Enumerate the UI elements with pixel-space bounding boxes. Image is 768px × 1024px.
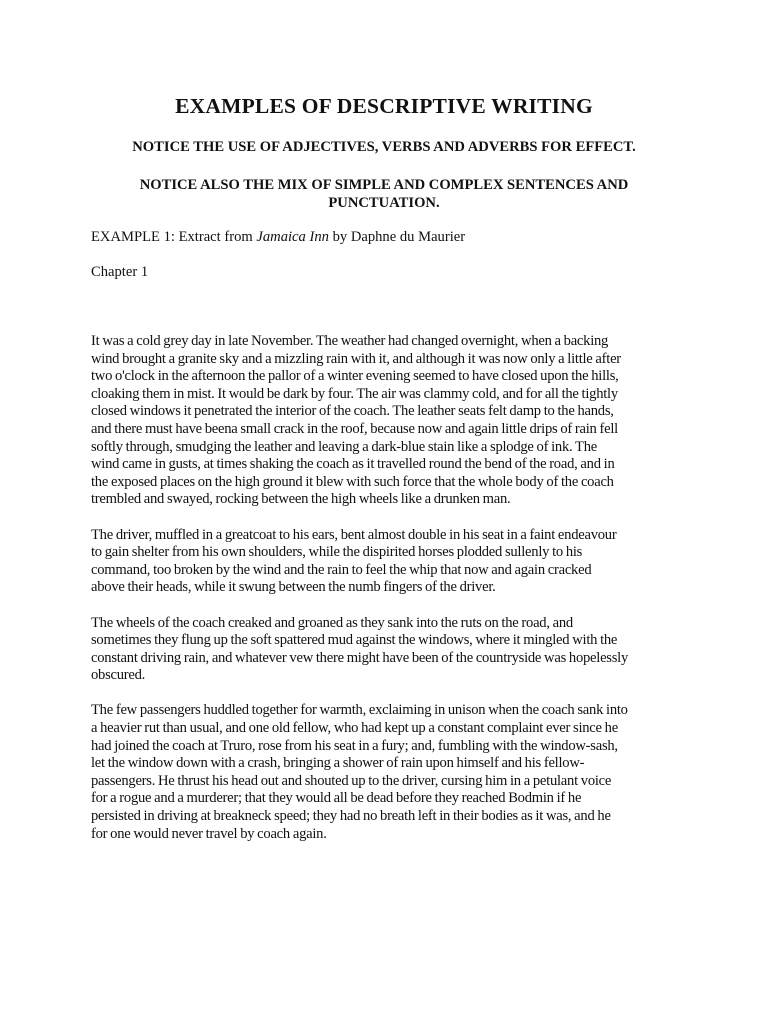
paragraph-line: the exposed places on the high ground it blew with such force that the whole body of the coach [91, 473, 614, 490]
paragraph-line: let the window down with a crash, bringing a shower of rain upon himself and his fellow- [91, 755, 585, 772]
notice-heading-2: NOTICE ALSO THE MIX OF SIMPLE AND COMPLEX SENTENCES AND PUNCTUATION. [139, 177, 629, 211]
paragraph-line: softly through, smudging the leather and leaving a dark-blue stain like a splodge of ink. The [91, 438, 597, 455]
paragraph-line: passengers. He thrust his head out and shouted up to the driver, cursing him in a petulant voice [91, 772, 612, 789]
paragraph-line: wind came in gusts, at times shaking the coach as it travelled round the bend of the road, and in [91, 456, 615, 473]
extract-body [91, 333, 683, 861]
paragraph-line: to gain shelter from his own shoulders, while the dispirited horses plodded sullenly to his [91, 544, 583, 561]
paragraph-line: for a rogue and a murderer; that they would all be dead before they reached Bodmin if he [91, 790, 582, 807]
paragraph-line: two o'clock in the afternoon the pallor of a winter evening seemed to have closed upon the hills, [91, 368, 619, 385]
paragraph-line: cloaking them in mist. It would be dark by four. The air was clammy cold, and for all the tightly [91, 385, 618, 402]
paragraph-line: constant driving rain, and whatever vew there might have been of the countryside was hopelessly [91, 649, 629, 666]
paragraph-2 [91, 527, 683, 597]
page-title: EXAMPLES OF DESCRIPTIVE WRITING [175, 94, 593, 118]
paragraph-line: a heavier rut than usual, and one old fellow, who had kept up a constant complaint ever since he [91, 720, 618, 737]
paragraph-line: closed windows it penetrated the interior of the coach. The leather seats felt damp to the hands, [91, 403, 614, 420]
paragraph-1 [91, 333, 683, 509]
example-label: EXAMPLE 1: Extract from [91, 229, 257, 245]
paragraph-line: obscured. [91, 667, 146, 684]
paragraph-line: The wheels of the coach creaked and groaned as they sank into the ruts on the road, and [91, 614, 573, 631]
paragraph-line: wind brought a granite sky and a mizzling rain with it, and although it was now only a little after [91, 350, 621, 367]
author-text: by Daphne du Maurier [328, 229, 466, 245]
notice-heading-1: NOTICE THE USE OF ADJECTIVES, VERBS AND ADVERBS FOR EFFECT. [132, 139, 636, 155]
paragraph-line: persisted in driving at breakneck speed; they had no breath left in their bodies as it was, and he [91, 808, 611, 825]
chapter-heading: Chapter 1 [91, 264, 149, 280]
paragraph-line: for one would never travel by coach again. [91, 825, 327, 842]
paragraph-line: and there must have beena small crack in the roof, because now and again little drips of rain fell [91, 420, 618, 437]
paragraph-line: had joined the coach at Truro, rose from his seat in a fury; and, fumbling with the window-sash, [91, 737, 618, 754]
paragraph-4 [91, 702, 683, 843]
paragraph-line: The few passengers huddled together for warmth, exclaiming in unison when the coach sank into [91, 702, 628, 719]
example-heading [91, 229, 465, 246]
paragraph-line: It was a cold grey day in late November. The weather had changed overnight, when a backing [91, 333, 609, 349]
paragraph-3 [91, 615, 683, 685]
book-title: Jamaica Inn [256, 229, 329, 245]
paragraph-line: above their heads, while it swung between the numb fingers of the driver. [91, 579, 496, 596]
paragraph-line: trembled and swayed, rocking between the high wheels like a drunken man. [91, 491, 511, 508]
paragraph-line: command, too broken by the wind and the rain to feel the whip that now and again cracked [91, 561, 592, 578]
paragraph-line: The driver, muffled in a greatcoat to his ears, bent almost double in his seat in a faint endeavour [91, 526, 617, 543]
paragraph-line: sometimes they flung up the soft spattered mud against the windows, where it mingled with the [91, 632, 618, 649]
